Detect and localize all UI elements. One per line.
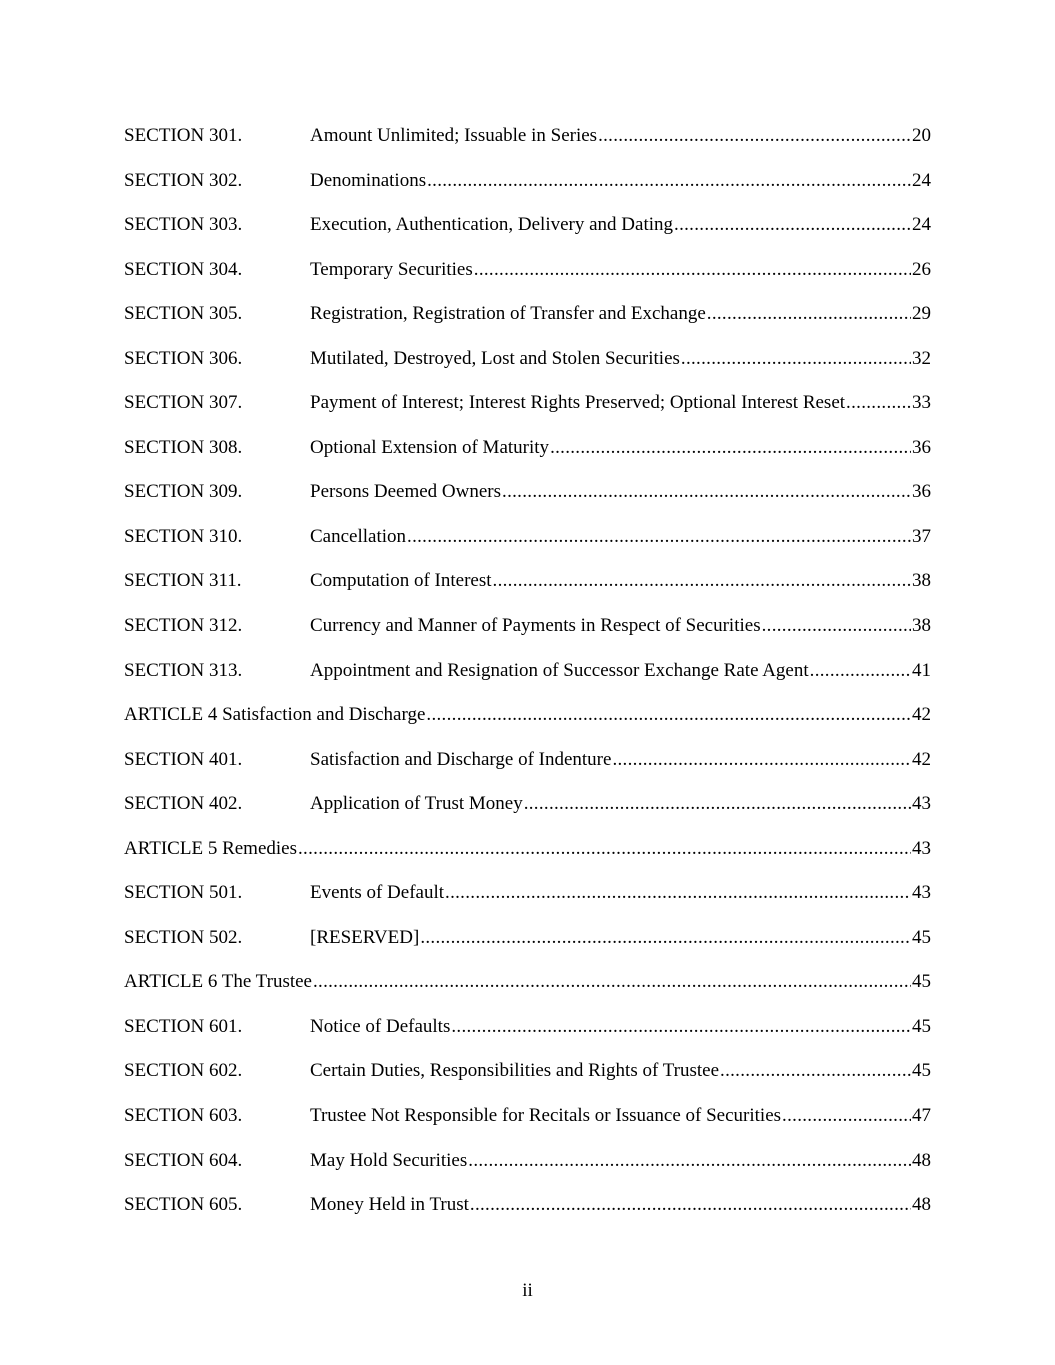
toc-section-entry[interactable]	[124, 479, 931, 524]
dot-leader	[451, 1014, 911, 1040]
entry-page-number: 43	[912, 837, 931, 859]
page-number: ii	[522, 1280, 533, 1301]
entry-page-number: 29	[912, 303, 931, 325]
entry-page-number: 43	[912, 882, 931, 904]
entry-title: Optional Extension of Maturity	[310, 436, 550, 458]
dot-leader	[420, 925, 911, 951]
table-of-contents	[124, 123, 931, 1237]
toc-section-entry[interactable]	[124, 1192, 931, 1237]
entry-title: Trustee Not Responsible for Recitals or Issuance of Securities	[310, 1105, 782, 1127]
toc-section-entry[interactable]	[124, 301, 931, 346]
toc-section-entry[interactable]	[124, 168, 931, 213]
section-number: SECTION 301.	[124, 125, 243, 146]
dot-leader	[468, 1148, 911, 1174]
section-number: SECTION 309.	[124, 481, 243, 503]
toc-section-entry[interactable]	[124, 568, 931, 613]
dot-leader	[426, 702, 911, 728]
entry-page-number: 38	[912, 615, 931, 637]
dot-leader	[762, 613, 911, 639]
entry-page-number: 24	[912, 169, 931, 191]
dot-leader	[470, 1192, 911, 1218]
entry-title: Payment of Interest; Interest Rights Preserved; Optional Interest Reset	[310, 392, 846, 414]
entry-title: Execution, Authentication, Delivery and Dating	[310, 214, 674, 236]
entry-page-number: 32	[912, 347, 931, 369]
section-number: SECTION 307.	[124, 392, 243, 414]
section-number: SECTION 303.	[124, 214, 243, 236]
entry-page-number: 43	[912, 793, 931, 815]
dot-leader	[782, 1103, 911, 1129]
toc-section-entry[interactable]	[124, 257, 931, 302]
toc-section-entry[interactable]	[124, 925, 931, 970]
dot-leader	[524, 791, 911, 817]
toc-section-entry[interactable]	[124, 123, 931, 168]
dot-leader	[681, 346, 911, 372]
section-number: SECTION 605.	[124, 1194, 243, 1216]
section-number: SECTION 310.	[124, 525, 243, 547]
entry-title: ARTICLE 4 Satisfaction and Discharge	[124, 704, 426, 726]
toc-article-entry[interactable]	[124, 702, 931, 747]
toc-section-entry[interactable]	[124, 1014, 931, 1059]
section-number: SECTION 402.	[124, 793, 243, 815]
dot-leader	[493, 568, 911, 594]
toc-article-entry[interactable]	[124, 836, 931, 881]
section-number: SECTION 304.	[124, 258, 243, 280]
entry-page-number: 45	[912, 971, 931, 993]
dot-leader	[550, 435, 911, 461]
section-number: SECTION 302.	[124, 169, 243, 191]
section-number: SECTION 602.	[124, 1060, 243, 1082]
entry-title: May Hold Securities	[310, 1149, 468, 1171]
entry-title: ARTICLE 6 The Trustee	[124, 971, 312, 993]
section-number: SECTION 502.	[124, 926, 243, 948]
entry-title: ARTICLE 5 Remedies	[124, 837, 297, 859]
section-number: SECTION 306.	[124, 347, 243, 369]
entry-page-number: 41	[912, 659, 931, 681]
dot-leader	[598, 123, 911, 149]
section-number: SECTION 305.	[124, 303, 243, 325]
dot-leader	[707, 301, 911, 327]
dot-leader	[313, 969, 911, 995]
section-number: SECTION 311.	[124, 570, 242, 592]
toc-section-entry[interactable]	[124, 1058, 931, 1103]
entry-title: Notice of Defaults	[310, 1015, 451, 1037]
entry-page-number: 24	[912, 214, 931, 236]
section-number: SECTION 401.	[124, 748, 243, 770]
entry-page-number: 37	[912, 525, 931, 547]
entry-title: Persons Deemed Owners	[310, 481, 502, 503]
entry-page-number: 48	[912, 1194, 931, 1216]
entry-title: Currency and Manner of Payments in Respect of Securities	[310, 615, 761, 637]
entry-page-number: 36	[912, 481, 931, 503]
toc-section-entry[interactable]	[124, 613, 931, 658]
dot-leader	[445, 880, 911, 906]
entry-title: Application of Trust Money	[310, 793, 523, 815]
section-number: SECTION 501.	[124, 882, 243, 904]
toc-section-entry[interactable]	[124, 212, 931, 257]
entry-page-number: 48	[912, 1149, 931, 1171]
entry-title: Denominations	[310, 169, 427, 191]
entry-page-number: 20	[912, 125, 931, 146]
entry-page-number: 45	[912, 926, 931, 948]
entry-page-number: 38	[912, 570, 931, 592]
section-number: SECTION 601.	[124, 1015, 243, 1037]
toc-article-entry[interactable]	[124, 969, 931, 1014]
toc-section-entry[interactable]	[124, 1148, 931, 1193]
section-number: SECTION 308.	[124, 436, 243, 458]
entry-page-number: 45	[912, 1015, 931, 1037]
entry-title: Money Held in Trust	[310, 1194, 469, 1216]
toc-section-entry[interactable]	[124, 791, 931, 836]
dot-leader	[427, 168, 911, 194]
dot-leader	[846, 390, 911, 416]
dot-leader	[298, 836, 911, 862]
dot-leader	[674, 212, 911, 238]
entry-page-number: 36	[912, 436, 931, 458]
toc-section-entry[interactable]	[124, 390, 931, 435]
entry-title: [RESERVED]	[310, 926, 420, 948]
toc-section-entry[interactable]	[124, 880, 931, 925]
entry-title: Mutilated, Destroyed, Lost and Stolen Securities	[310, 347, 680, 369]
entry-page-number: 26	[912, 258, 931, 280]
dot-leader	[502, 479, 911, 505]
entry-title: Certain Duties, Responsibilities and Rights of Trustee	[310, 1060, 720, 1082]
entry-title: Registration, Registration of Transfer and Exchange	[310, 303, 706, 325]
entry-title: Computation of Interest	[310, 570, 492, 592]
entry-page-number: 42	[912, 748, 931, 770]
dot-leader	[407, 524, 911, 550]
entry-page-number: 47	[912, 1105, 931, 1127]
entry-title: Cancellation	[310, 525, 407, 547]
dot-leader	[612, 747, 911, 773]
entry-page-number: 33	[912, 392, 931, 414]
entry-page-number: 42	[912, 704, 931, 726]
toc-section-entry[interactable]	[124, 435, 931, 480]
entry-title: Temporary Securities	[310, 258, 473, 280]
toc-section-entry[interactable]	[124, 1103, 931, 1148]
section-number: SECTION 313.	[124, 659, 243, 681]
toc-section-entry[interactable]	[124, 658, 931, 703]
entry-page-number: 45	[912, 1060, 931, 1082]
section-number: SECTION 603.	[124, 1105, 243, 1127]
dot-leader	[720, 1058, 911, 1084]
toc-section-entry[interactable]	[124, 524, 931, 569]
section-number: SECTION 312.	[124, 615, 243, 637]
dot-leader	[474, 257, 911, 283]
toc-section-entry[interactable]	[124, 346, 931, 391]
entry-title: Satisfaction and Discharge of Indenture	[310, 748, 612, 770]
toc-section-entry[interactable]	[124, 747, 931, 792]
entry-title: Appointment and Resignation of Successor Exchange Rate Agent	[310, 659, 809, 681]
entry-title: Amount Unlimited; Issuable in Series	[310, 125, 598, 146]
entry-title: Events of Default	[310, 882, 445, 904]
section-number: SECTION 604.	[124, 1149, 243, 1171]
dot-leader	[810, 658, 911, 684]
